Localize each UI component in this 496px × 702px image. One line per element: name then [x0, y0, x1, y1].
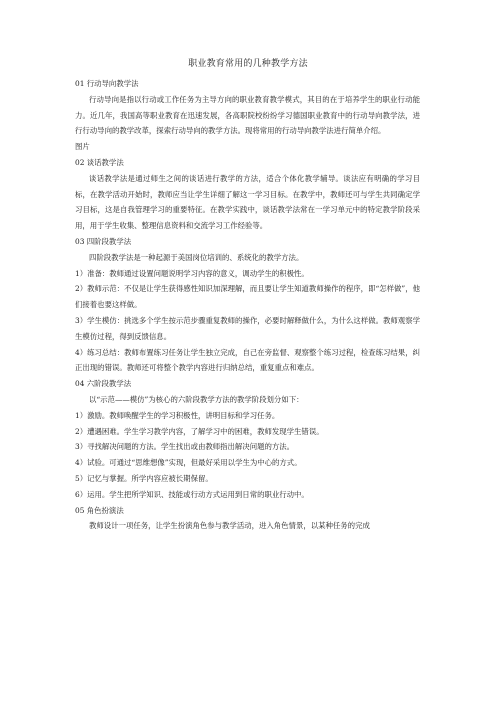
paragraph: 四阶段教学法是一种起源于美国岗位培训的、系统化的教学方法。 [89, 252, 304, 262]
image-placeholder-label: 图片 [75, 142, 90, 152]
section-heading: 02 谈话教学法 [75, 157, 124, 167]
list-item: 3）寻找解决问题的方法。学生找出或由教师指出解决问题的方法。 [75, 442, 295, 452]
paragraph: 以“示范——模仿”为核心的六阶段教学方法的教学阶段划分如下： [89, 394, 304, 404]
list-item: 1）激励。教师唤醒学生的学习积极性，讲明目标和学习任务。 [75, 410, 280, 420]
list-item: 2）教师示范：不仅是让学生获得感性知识加深理解，而且要让学生知道教师操作的程序，即“怎样做”，他们接着也要这样做。 [75, 284, 420, 310]
paragraph: 教师设计一项任务，让学生扮演角色参与教学活动，进入角色情景，以某种任务的完成 [89, 521, 370, 531]
list-item: 1）准备：教师通过设置问题说明学习内容的意义，调动学生的积极性。 [75, 268, 309, 278]
list-item: 4）试验。可通过“思维想像”实现，但最好采用以学生为中心的方式。 [75, 458, 302, 468]
list-item: 6）运用。学生把所学知识、技能或行动方式运用到日常的职业行动中。 [75, 489, 309, 499]
section-heading: 05 角色扮演法 [75, 505, 124, 515]
paragraph: 行动导向是指以行动或工作任务为主导方向的职业教育教学模式，其目的在于培养学生的职业行动能力。近几年，我国高等职业教育在迅速发展，各高职院校纷纷学习德国职业教育中的行动导向教学法，进行行动导向的教学改革，探索行动导向的教学方法。现将常用的行动导向教学法进行简单介绍。 [75, 94, 420, 136]
list-item: 3）学生模仿：挑选多个学生按示范步骤重复教师的操作，必要时解释做什么，为什么这样做。教师观察学生模仿过程，得到反馈信息。 [75, 315, 420, 341]
document-title: 职业教育常用的几种教学方法 [188, 59, 308, 69]
list-item: 2）遭遇困难。学生学习教学内容，了解学习中的困难，教师发现学生错误。 [75, 426, 324, 436]
paragraph: 谈话教学法是通过师生之间的谈话进行教学的方法，适合个体化教学辅导。谈法应有明确的学习目标，在教学活动开始时，教师应当让学生详细了解这一学习目标。在教学中，教师还可与学生共同确定学习目标，这是自我管理学习的重要特征。在教学实践中，谈话教学法常在一学习单元中的特定教学阶段采用，用于学生收集、整理信息资料和交流学习工作经验等。 [75, 173, 420, 231]
list-item: 4）练习总结：教师布置练习任务让学生独立完成，自己在旁监督、观察整个练习过程，检查练习结果，纠正出现的错误。教师还可将整个教学内容进行归纳总结，重复重点和难点。 [75, 347, 420, 373]
section-heading: 03 四阶段教学法 [75, 236, 132, 246]
section-heading: 01 行动导向教学法 [75, 79, 139, 88]
document-body [75, 76, 420, 534]
section-heading: 04 六阶段教学法 [75, 379, 132, 389]
list-item: 5）记忆与掌握。所学内容应被长期保留。 [75, 473, 213, 483]
